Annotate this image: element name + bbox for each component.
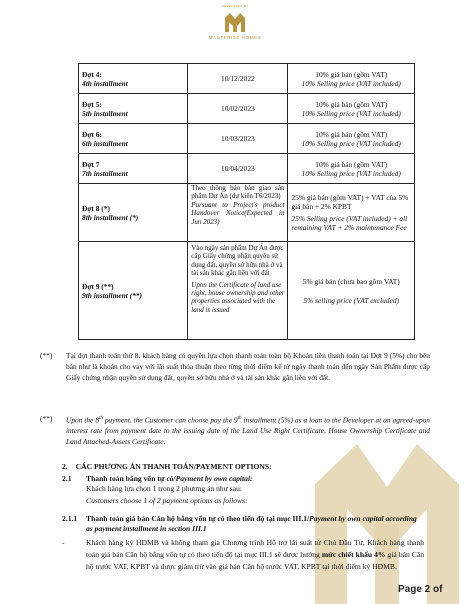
installment-label-en: 5th installment: [82, 108, 128, 118]
header-logo: [0, 4, 470, 40]
installment-pct-vi: 5% giá bán (chưa bao gồm VAT): [302, 276, 400, 286]
installment-pct-vi: 10% giá bán (gồm VAT): [315, 69, 388, 79]
note-text-en: installment (5%) as a loan to the Developer at an agreed-upon interest rate from payment date to the issuing date of the Land Use Right Certificate, House Ownership Certificate and Land Attached-Assets Certificate.: [66, 415, 430, 447]
installment-condition-en: Upon the Certificate of land use right, house ownership and other properties associated with the land is issued: [191, 280, 285, 314]
installment-pct-en: 10% Selling price (VAT included): [301, 138, 401, 148]
installment-date: 10/04/2023: [188, 154, 288, 184]
subsection-line-en: Customers choose 1 of 2 payment options as follows:: [86, 496, 248, 505]
bullet-item: [62, 537, 424, 573]
installment-label-vi: Đợt 9 (**): [82, 281, 114, 291]
installment-label-vi: Đợt 7: [82, 159, 100, 169]
subsection-number: 2.1: [62, 474, 72, 483]
subsection-title-vi: Thanh toán bằng vốn tự có/: [86, 474, 176, 483]
ordinal-suffix: th: [237, 416, 242, 421]
table-row: [79, 242, 415, 340]
installment-pct-en: 10% Selling price (VAT included): [301, 168, 401, 178]
bullet-marker: -: [62, 538, 65, 547]
subsection-number: 2.1.1: [62, 514, 78, 523]
installment-pct-vi: 25% giá bán (gồm VAT) + VAT của 5% giá bán + 2% KPBT: [291, 193, 409, 211]
note-marker: (**): [40, 351, 53, 360]
bullet-text: Khách hàng ký HĐMB và không tham gia Chương trình Hỗ trợ lãi suất từ Chủ Đầu Tư, Khách hàng thanh toán giá bán Căn hộ bằng vốn tự có theo tiến độ tại mục III.1 sẽ được hưởng: [86, 538, 424, 559]
table-row: [79, 154, 415, 184]
installment-condition-en: Pursuant to Project's product Handover Notice(Expected in Jun 2023): [191, 200, 285, 226]
note-marker: (**): [40, 414, 53, 423]
installment-date: 10/02/2023: [188, 94, 288, 124]
installment-date: 10/12/2022: [188, 64, 288, 94]
brand-name: MASTERISE HOMES: [208, 35, 262, 40]
installment-label-vi: Đợt 5:: [82, 99, 102, 109]
subsection-line-vi: Khách hàng lựa chọn 1 trong 2 phương án như sau:: [86, 484, 242, 493]
subsection-title-vi: Thanh toán giá bán Căn hộ bằng vốn tự có theo tiến độ tại mục III.1/: [86, 514, 310, 523]
note-text-en: payment, the Customer can choose pay the 9: [102, 415, 238, 425]
installment-pct-en: 10% Selling price (VAT included): [301, 78, 401, 88]
subsection-title-en: Payment by own capital:: [175, 474, 253, 483]
installment-pct-vi: 10% giá bán (gồm VAT): [315, 99, 388, 109]
developed-by-label: DEVELOPED BY: [221, 4, 249, 8]
installment-pct-vi: 10% giá bán (gồm VAT): [315, 129, 388, 139]
table-row: [79, 64, 415, 94]
note-text-en: Upon the 8: [66, 415, 100, 425]
section-number: 2.: [62, 462, 68, 471]
subsection-2-1: [62, 474, 422, 506]
bullet-text-bold: mức chiết khấu 4%: [321, 550, 386, 559]
subsection-2-1-1: [62, 514, 424, 534]
installment-label-en: 6th installment: [82, 138, 128, 148]
subsection-title-en: Payment by own capital according as payment installment in section III.1: [86, 514, 417, 533]
installment-label-en: 9th installment (**): [82, 290, 142, 300]
note-text-vi: Tại đợt thanh toán thứ 8, khách hàng có quyền lựa chọn thanh toán toàn bộ Khoản tiền thanh toán tại Đợt 9 (5%) cho bên bán như là khoản cho vay với lãi suất thỏa thuận theo từng thời điểm kể từ ngày thanh toán đến ngày Sản Phẩm được cấp Giấy chứng nhận quyền sử dụng đất, quyền sở hữu nhà ở và tài sản khác gắn liền với đất.: [66, 351, 430, 382]
table-row: [79, 124, 415, 154]
section-heading: [62, 462, 272, 472]
table-row: [79, 94, 415, 124]
installment-pct-en: 25% Selling price (VAT included) + all remaining VAT + 2% maintenance Fee: [291, 214, 408, 232]
bullet-text: giá bán Căn hộ trước VAT, KPBT và được giảm trừ vào giá bán Căn hộ trước VAT, KPBT tại thời điểm ký HĐMB.: [86, 550, 424, 571]
note-en: [40, 413, 430, 447]
masterise-logo-icon: [222, 10, 248, 34]
payment-schedule-table: [78, 63, 415, 340]
installment-date: 10/03/2023: [188, 124, 288, 154]
installment-pct-vi: 10% giá bán (gồm VAT): [315, 159, 388, 169]
installment-condition-vi: Theo thông báo bàn giao sản phẩm Dự Án (dự kiến T6/2023): [191, 184, 285, 201]
installment-pct-en: 5% selling price (VAT excluded): [303, 295, 399, 305]
note-vi: [40, 350, 430, 383]
installment-label-en: 4th installment: [82, 78, 128, 88]
installment-condition-vi: Vào ngày sản phẩm Dự Án được cấp Giấy chứng nhận quyền sử dụng đất, quyền sở hữu nhà ở và tài sản khác gắn liền với đất: [191, 244, 284, 278]
installment-label-en: 7th installment: [82, 168, 128, 178]
page-number: Page 2 of: [398, 584, 443, 595]
ordinal-suffix: th: [99, 416, 103, 421]
installment-label-vi: Đợt 4:: [82, 69, 102, 79]
section-title: CÁC PHƯƠNG ÁN THANH TOÁN/PAYMENT OPTIONS:: [75, 462, 272, 471]
table-row: [79, 184, 415, 242]
installment-label-vi: Đợt 6:: [82, 129, 102, 139]
installment-label-vi: Đợt 8 (*): [82, 203, 110, 213]
installment-label-en: 8th installment (*): [82, 212, 139, 222]
installment-pct-en: 10% Selling price (VAT included): [301, 108, 401, 118]
